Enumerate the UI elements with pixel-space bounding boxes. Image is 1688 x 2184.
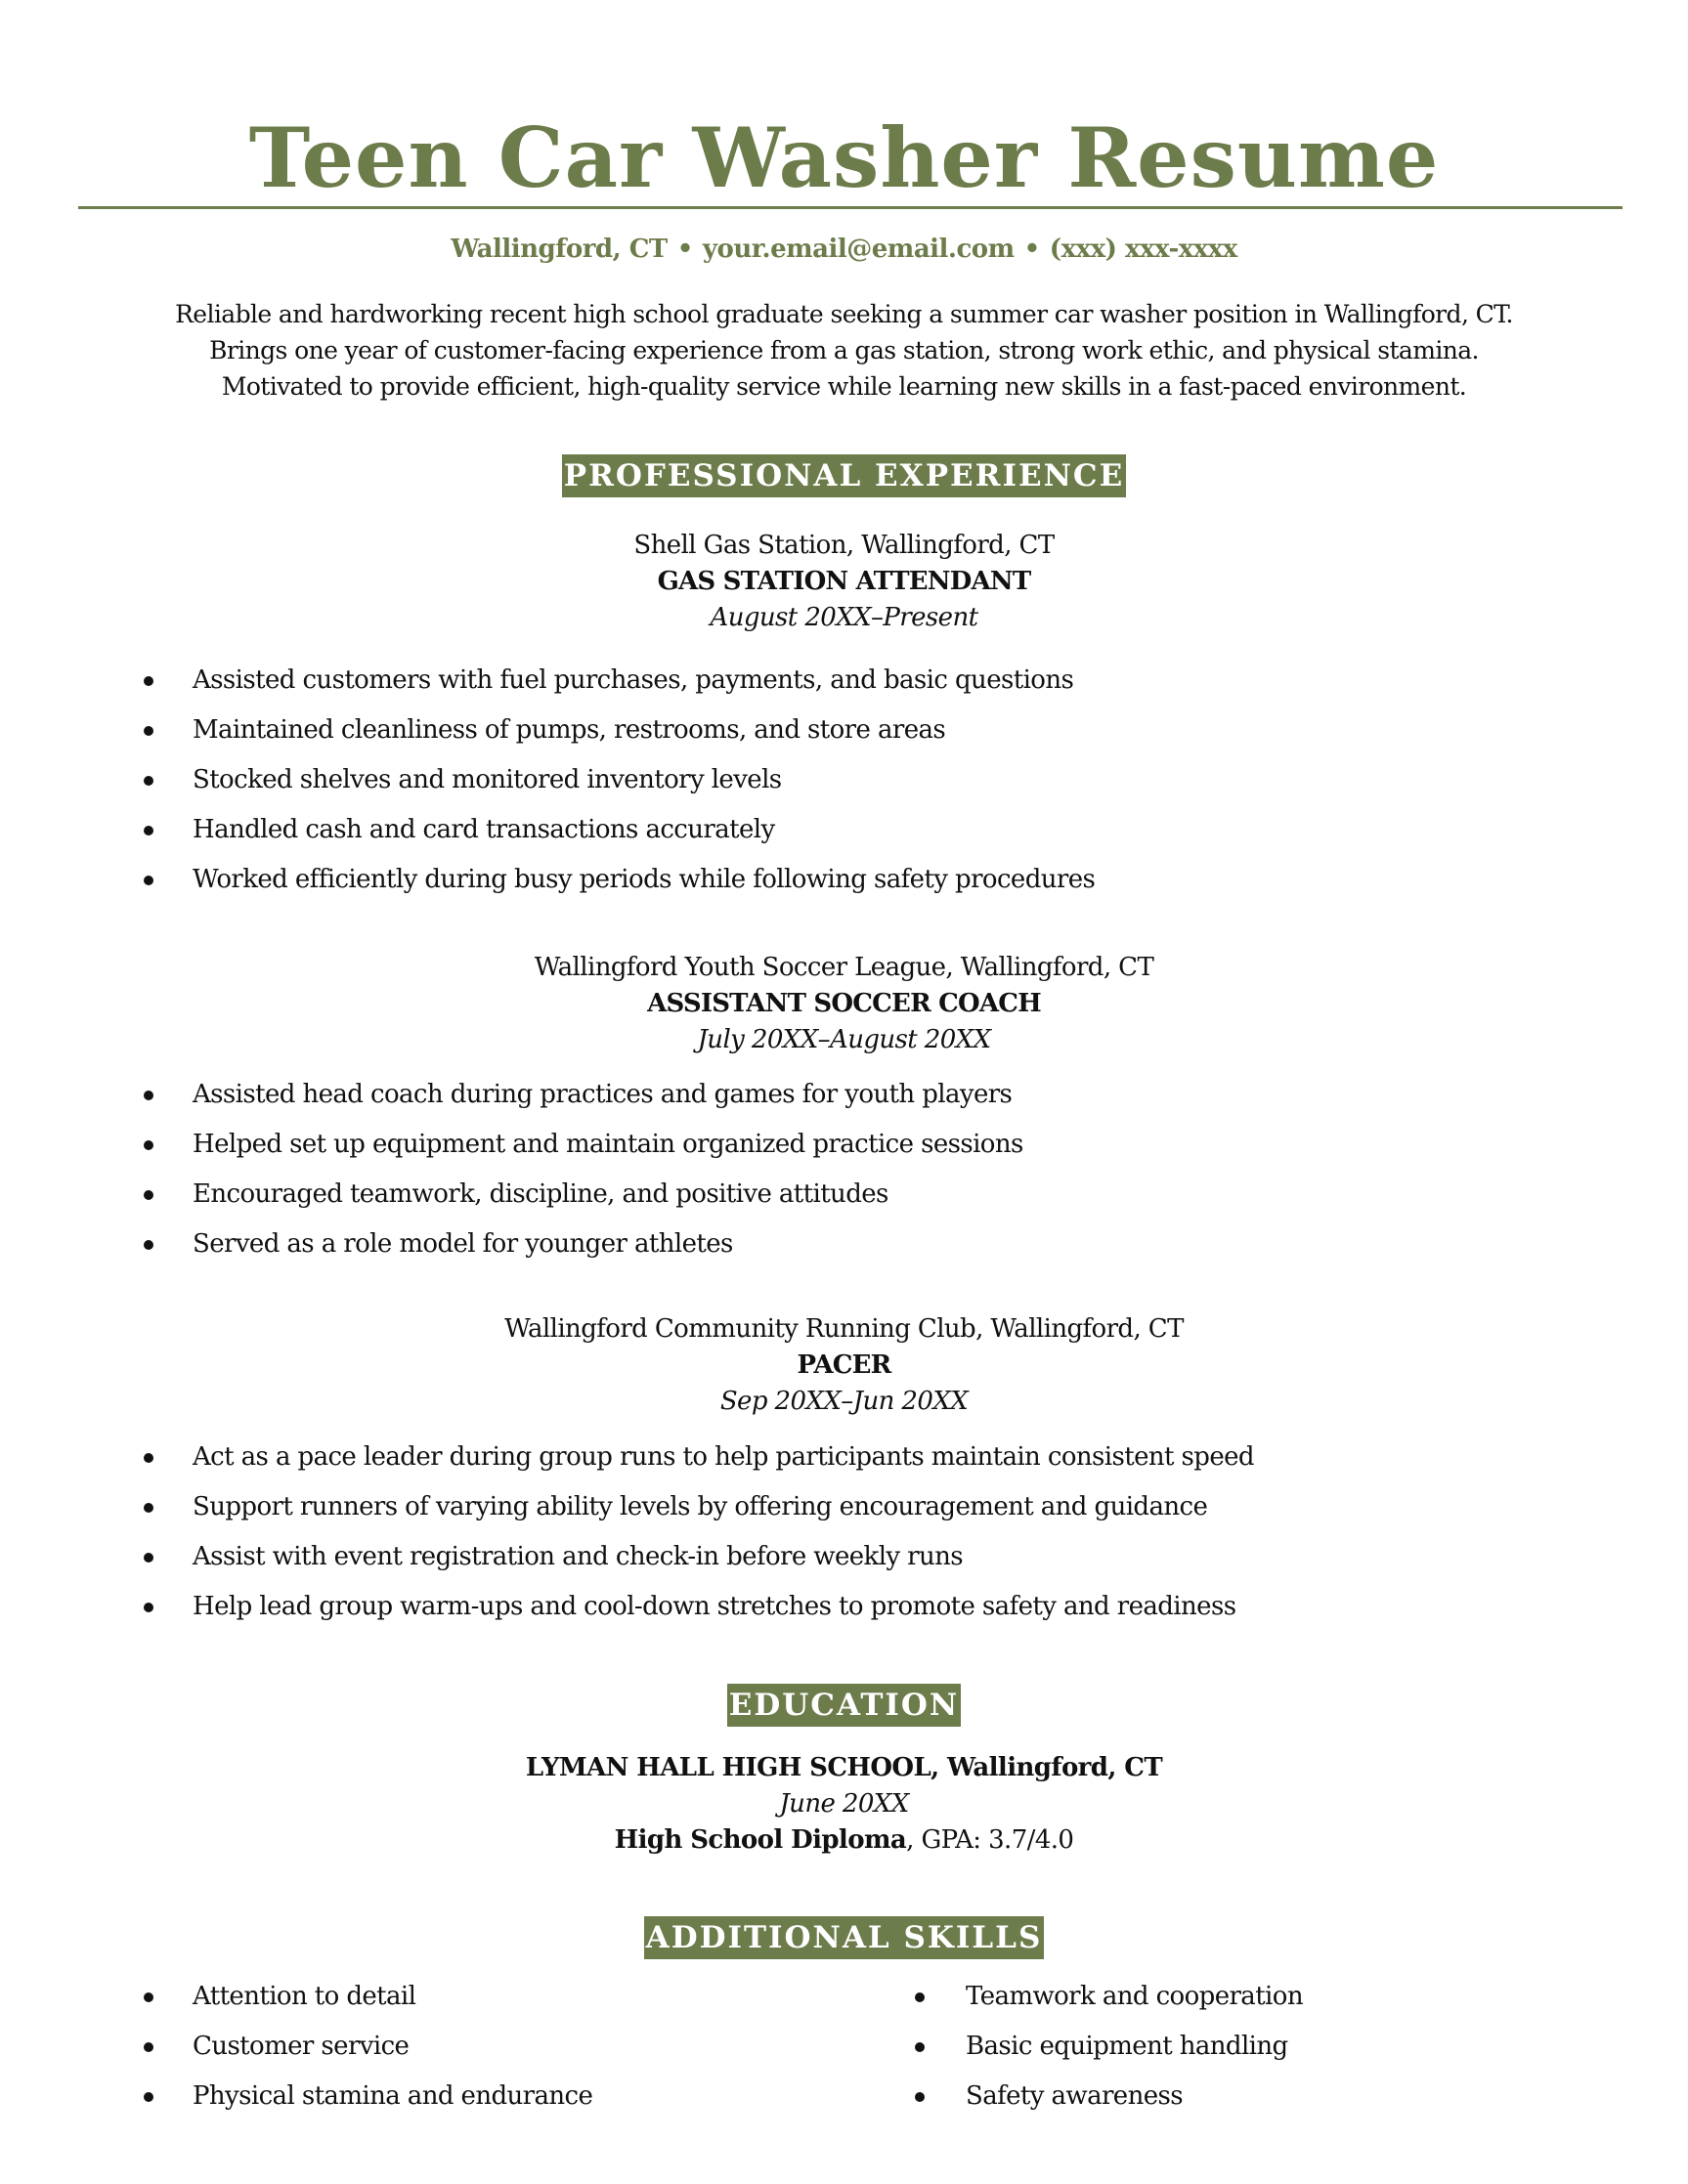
summary [0, 296, 1688, 405]
bullet-icon [915, 2092, 925, 2102]
bullet-text: Act as a pace leader during group runs to help participants maintain consistent speed [193, 1442, 1254, 1472]
job-bullets [0, 656, 1688, 905]
job-bullets [0, 1433, 1688, 1632]
list-item [0, 1220, 1688, 1269]
job-dates: July 20XX–August 20XX [697, 1025, 991, 1054]
bullet-text: Helped set up equipment and maintain organized practice sessions [193, 1130, 1023, 1159]
bullet-text: Stocked shelves and monitored inventory levels [193, 765, 782, 794]
skill-text: Safety awareness [966, 2081, 1184, 2111]
bullet-icon [144, 1553, 153, 1563]
job-company: Wallingford Community Running Club, Wallingford, CT [504, 1314, 1184, 1344]
section-heading-experience: PROFESSIONAL EXPERIENCE [562, 454, 1126, 497]
job-title: GAS STATION ATTENDANT [657, 567, 1031, 596]
contact-email[interactable]: your.email@email.com [702, 235, 1015, 264]
skill-item [0, 2072, 1662, 2121]
list-item [0, 1120, 1688, 1170]
bullet-text: Help lead group warm-ups and cool-down stretches to promote safety and readiness [193, 1592, 1236, 1621]
bullet-icon [144, 1603, 153, 1612]
list-item [0, 1532, 1688, 1582]
skill-text: Customer service [193, 2032, 410, 2061]
education-entry [0, 1750, 1688, 1859]
school-name: LYMAN HALL HIGH SCHOOL, Wallingford, CT [525, 1753, 1163, 1782]
bullet-icon [144, 1091, 153, 1100]
bullet-icon [915, 1992, 925, 2002]
job-company: Shell Gas Station, Wallingford, CT [633, 531, 1055, 560]
summary-line: Brings one year of customer-facing experience from a gas station, strong work ethic, and physical stamina. [209, 336, 1479, 364]
bullet-icon [144, 1140, 153, 1150]
job-dates: August 20XX–Present [710, 603, 978, 632]
bullet-icon [144, 676, 153, 686]
contact-separator: • [1023, 235, 1040, 264]
skill-text: Basic equipment handling [966, 2032, 1288, 2061]
list-item [0, 656, 1688, 706]
bullet-text: Assisted customers with fuel purchases, payments, and basic questions [193, 665, 1074, 695]
job-title: PACER [797, 1350, 891, 1380]
bullet-icon [144, 1190, 153, 1200]
summary-line: Reliable and hardworking recent high school graduate seeking a summer car washer position in Wallingford, CT. [175, 300, 1513, 328]
skill-item [0, 1972, 1662, 2022]
bullet-icon [144, 726, 153, 736]
bullet-text: Assisted head coach during practices and games for youth players [193, 1080, 1013, 1109]
degree-line [0, 1822, 1688, 1859]
gpa: , GPA: 3.7/4.0 [906, 1825, 1074, 1855]
list-item [0, 706, 1688, 755]
list-item [0, 805, 1688, 855]
bullet-text: Handled cash and card transactions accurately [193, 815, 775, 844]
job-bullets [0, 1070, 1688, 1269]
education-section-header [0, 1684, 1688, 1727]
skills-section-header [0, 1916, 1688, 1959]
list-item [0, 1482, 1688, 1532]
contact-phone: (xxx) xxx-xxxx [1049, 235, 1237, 264]
contact-location: Wallingford, CT [451, 235, 668, 264]
skill-text: Physical stamina and endurance [193, 2081, 593, 2111]
skill-text: Teamwork and cooperation [966, 1982, 1303, 2011]
section-heading-education: EDUCATION [727, 1684, 961, 1727]
bullet-text: Encouraged teamwork, discipline, and positive attitudes [193, 1179, 888, 1209]
bullet-icon [144, 1503, 153, 1513]
list-item [0, 1582, 1688, 1632]
bullet-text: Support runners of varying ability levels by offering encouragement and guidance [193, 1492, 1208, 1521]
bullet-icon [144, 776, 153, 786]
title-divider [78, 206, 1623, 209]
job-dates: Sep 20XX–Jun 20XX [719, 1387, 969, 1416]
bullet-icon [144, 826, 153, 835]
bullet-text: Assist with event registration and check-in before weekly runs [193, 1542, 964, 1571]
list-item [0, 1433, 1688, 1482]
contact-line [0, 233, 1688, 266]
list-item [0, 1070, 1688, 1120]
skills-list-right [0, 1972, 1662, 2121]
bullet-icon [144, 1453, 153, 1463]
list-item [0, 1170, 1688, 1220]
bullet-text: Served as a role model for younger athletes [193, 1229, 733, 1259]
degree: High School Diploma [614, 1825, 907, 1855]
contact-separator: • [676, 235, 693, 264]
graduation-date: June 20XX [779, 1789, 909, 1819]
bullet-icon [144, 876, 153, 885]
bullet-icon [915, 2042, 925, 2052]
bullet-text: Maintained cleanliness of pumps, restrooms, and store areas [193, 715, 946, 745]
section-heading-skills: ADDITIONAL SKILLS [644, 1916, 1045, 1959]
job-company: Wallingford Youth Soccer League, Wallingford, CT [534, 953, 1154, 982]
resume-title: Teen Car Washer Resume [248, 109, 1440, 206]
job-title: ASSISTANT SOCCER COACH [647, 989, 1041, 1018]
job-header [0, 1311, 1688, 1420]
skill-text: Attention to detail [193, 1982, 416, 2011]
list-item [0, 755, 1688, 805]
job-header [0, 528, 1688, 636]
bullet-text: Worked efficiently during busy periods while following safety procedures [193, 865, 1096, 894]
experience-section-header [0, 454, 1688, 497]
bullet-icon [144, 1240, 153, 1250]
summary-line: Motivated to provide efficient, high-quality service while learning new skills in a fast-paced environment. [221, 372, 1467, 401]
job-header [0, 950, 1688, 1058]
list-item [0, 855, 1688, 905]
skill-item [0, 2022, 1662, 2072]
